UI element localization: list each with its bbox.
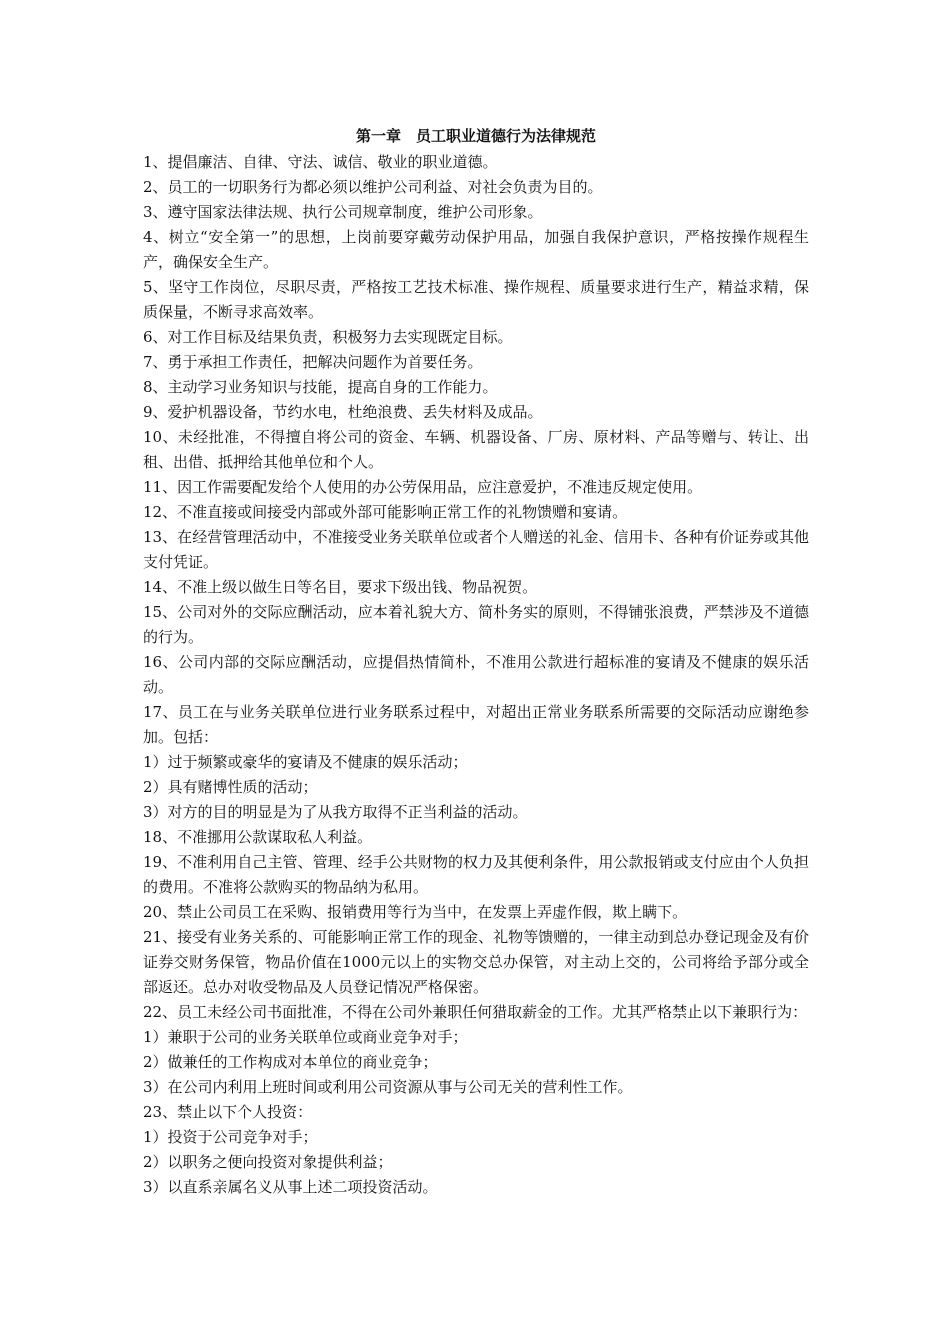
paragraph: 3）以直系亲属名义从事上述二项投资活动。 <box>143 1178 438 1196</box>
paragraph: 16、公司内部的交际应酬活动，应提倡热情简朴，不准用公款进行超标准的宴请及不健康的娱乐活动。 <box>143 653 809 696</box>
paragraph: 9、爱护机器设备，节约水电，杜绝浪费、丢失材料及成品。 <box>143 403 543 421</box>
paragraph: 15、公司对外的交际应酬活动，应本着礼貌大方、简朴务实的原则，不得铺张浪费，严禁涉及不道德的行为。 <box>143 603 809 646</box>
paragraph: 20、禁止公司员工在采购、报销费用等行为当中，在发票上弄虚作假，欺上瞒下。 <box>143 903 688 921</box>
paragraph: 1）投资于公司竞争对手； <box>143 1128 318 1146</box>
paragraph: 13、在经营管理活动中，不准接受业务关联单位或者个人赠送的礼金、信用卡、各种有价证券或其他支付凭证。 <box>143 528 809 571</box>
paragraph: 12、不准直接或间接受内部或外部可能影响正常工作的礼物馈赠和宴请。 <box>143 503 628 521</box>
paragraph: 4、树立“安全第一”的思想，上岗前要穿戴劳动保护用品，加强自我保护意识，严格按操作规程生产，确保安全生产。 <box>143 228 809 271</box>
chapter-title: 第一章 员工职业道德行为法律规范 <box>355 127 596 145</box>
paragraph: 2）具有赌博性质的活动； <box>143 778 318 796</box>
paragraph: 3、遵守国家法律法规、执行公司规章制度，维护公司形象。 <box>143 203 543 221</box>
paragraph: 2）以职务之便向投资对象提供利益； <box>143 1153 393 1171</box>
paragraph: 6、对工作目标及结果负责，积极努力去实现既定目标。 <box>143 328 513 346</box>
paragraph: 19、不准利用自己主管、管理、经手公共财物的权力及其便利条件，用公款报销或支付应由个人负担的费用。不准将公款购买的物品纳为私用。 <box>143 853 809 896</box>
paragraph: 21、接受有业务关系的、可能影响正常工作的现金、礼物等馈赠的，一律主动到总办登记现金及有价证券交财务保管，物品价值在1000元以上的实物交总办保管，对主动上交的，公司将给予部分或全部返还。总办对收受物品及人员登记情况严格保密。 <box>143 928 809 996</box>
paragraph: 2、员工的一切职务行为都必须以维护公司利益、对社会负责为目的。 <box>143 178 603 196</box>
paragraph: 23、禁止以下个人投资： <box>143 1103 313 1121</box>
paragraph: 22、员工未经公司书面批准，不得在公司外兼职任何猎取薪金的工作。尤其严格禁止以下兼职行为： <box>143 1003 808 1021</box>
paragraph: 10、未经批准，不得擅自将公司的资金、车辆、机器设备、厂房、原材料、产品等赠与、转让、出租、出借、抵押给其他单位和个人。 <box>143 428 809 471</box>
paragraph: 17、员工在与业务关联单位进行业务联系过程中，对超出正常业务联系所需要的交际活动应谢绝参加。包括： <box>143 703 809 746</box>
paragraph: 1、提倡廉洁、自律、守法、诚信、敬业的职业道德。 <box>143 153 498 171</box>
paragraph: 8、主动学习业务知识与技能，提高自身的工作能力。 <box>143 378 498 396</box>
paragraph: 3）在公司内利用上班时间或利用公司资源从事与公司无关的营利性工作。 <box>143 1078 633 1096</box>
paragraph-list <box>143 150 809 1200</box>
paragraph: 14、不准上级以做生日等名目，要求下级出钱、物品祝贺。 <box>143 578 538 596</box>
paragraph: 1）过于频繁或豪华的宴请及不健康的娱乐活动； <box>143 753 468 771</box>
paragraph: 1）兼职于公司的业务关联单位或商业竞争对手； <box>143 1028 468 1046</box>
document-body <box>143 123 809 1200</box>
paragraph: 7、勇于承担工作责任，把解决问题作为首要任务。 <box>143 353 483 371</box>
paragraph: 11、因工作需要配发给个人使用的办公劳保用品，应注意爱护，不准违反规定使用。 <box>143 478 703 496</box>
paragraph: 2）做兼任的工作构成对本单位的商业竞争； <box>143 1053 438 1071</box>
paragraph: 3）对方的目的明显是为了从我方取得不正当利益的活动。 <box>143 803 528 821</box>
paragraph: 5、坚守工作岗位，尽职尽责，严格按工艺技术标准、操作规程、质量要求进行生产，精益求精，保质保量，不断寻求高效率。 <box>143 278 809 321</box>
paragraph: 18、不准挪用公款谋取私人利益。 <box>143 828 373 846</box>
